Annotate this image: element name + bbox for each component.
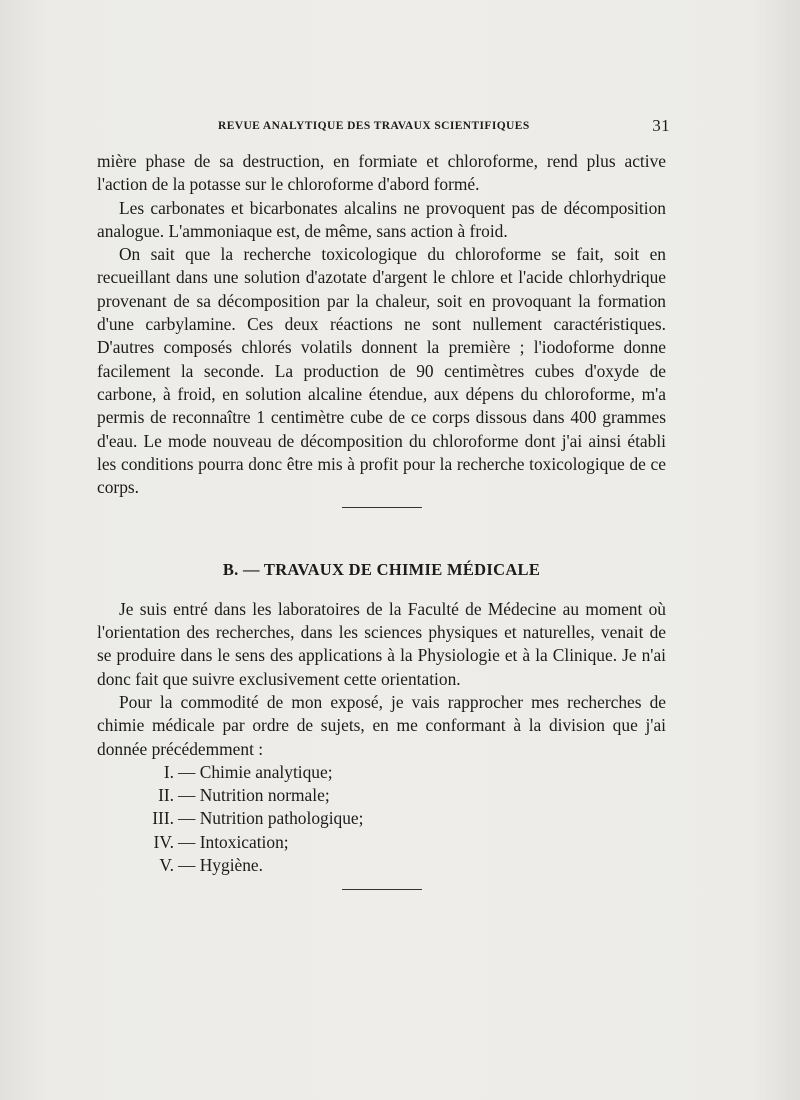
list-number: IV. [153,831,174,852]
paragraph: Les carbonates et bicarbonates alcalins ne provoquent pas de décomposition analogue. L'ammoniaque est, de même, sans action à froid. [97,197,666,241]
paragraph: Je suis entré dans les laboratoires de la Faculté de Médecine au moment où l'orientation des recherches, dans les sciences physiques et naturelles, venait de se produire dans le sens des applications à la Physiologie et à la Clinique. Je n'ai donc fait que suivre exclusivement cette orientation. [97,598,666,689]
divider-rule-bottom [342,889,422,890]
list-number: V. [159,855,174,876]
list-label: — Hygiène. [178,855,264,876]
list-number: II. [158,785,174,806]
paragraph: On sait que la recherche toxicologique du chloroforme se fait, soit en recueillant dans une solution d'azotate d'argent le chlore et l'acide chlorhydrique provenant de sa décomposition par la chaleur, soit en provoquant la formation d'une carbylamine. Ces deux réactions ne sont nullement caractéristiques. D'autres composés chlorés volatils donnent la première ; l'iodoforme donne facilement la seconde. La production de 90 centimètres cubes d'oxyde de carbone, à froid, en solution alcaline étendue, aux dépens du chloroforme, m'a permis de reconnaître 1 centimètre cube de ce corps dissous dans 400 grammes d'eau. Le mode nouveau de décomposition du chloroforme dont j'ai ainsi établi les conditions pourra donc être mis à profit pour la recherche toxicologique de ce corps. [97,244,666,498]
list-item [97,831,666,854]
list-label: — Nutrition pathologique; [178,808,364,829]
subject-list [97,761,666,877]
list-item [97,854,666,877]
list-label: — Chimie analytique; [178,761,333,782]
running-title: REVUE ANALYTIQUE DES TRAVAUX SCIENTIFIQUES [218,120,530,132]
paragraph: Pour la commodité de mon exposé, je vais rapprocher mes recherches de chimie médicale par ordre de sujets, en me conformant à la division que j'ai donnée précédemment : [97,691,666,759]
list-label: — Intoxication; [178,831,289,852]
list-label: — Nutrition normale; [178,785,330,806]
body-text [97,150,666,890]
divider-rule [342,507,422,508]
paragraph: mière phase de sa destruction, en formiate et chloroforme, rend plus active l'action de la potasse sur le chloroforme d'abord formé. [97,151,666,195]
list-number: I. [163,761,174,782]
list-item [97,761,666,784]
page-number: 31 [652,116,670,135]
section-heading: B. — TRAVAUX DE CHIMIE MÉDICALE [222,560,541,580]
list-item [97,784,666,807]
list-number: III. [152,808,174,829]
running-head [218,118,670,138]
list-item [97,807,666,830]
